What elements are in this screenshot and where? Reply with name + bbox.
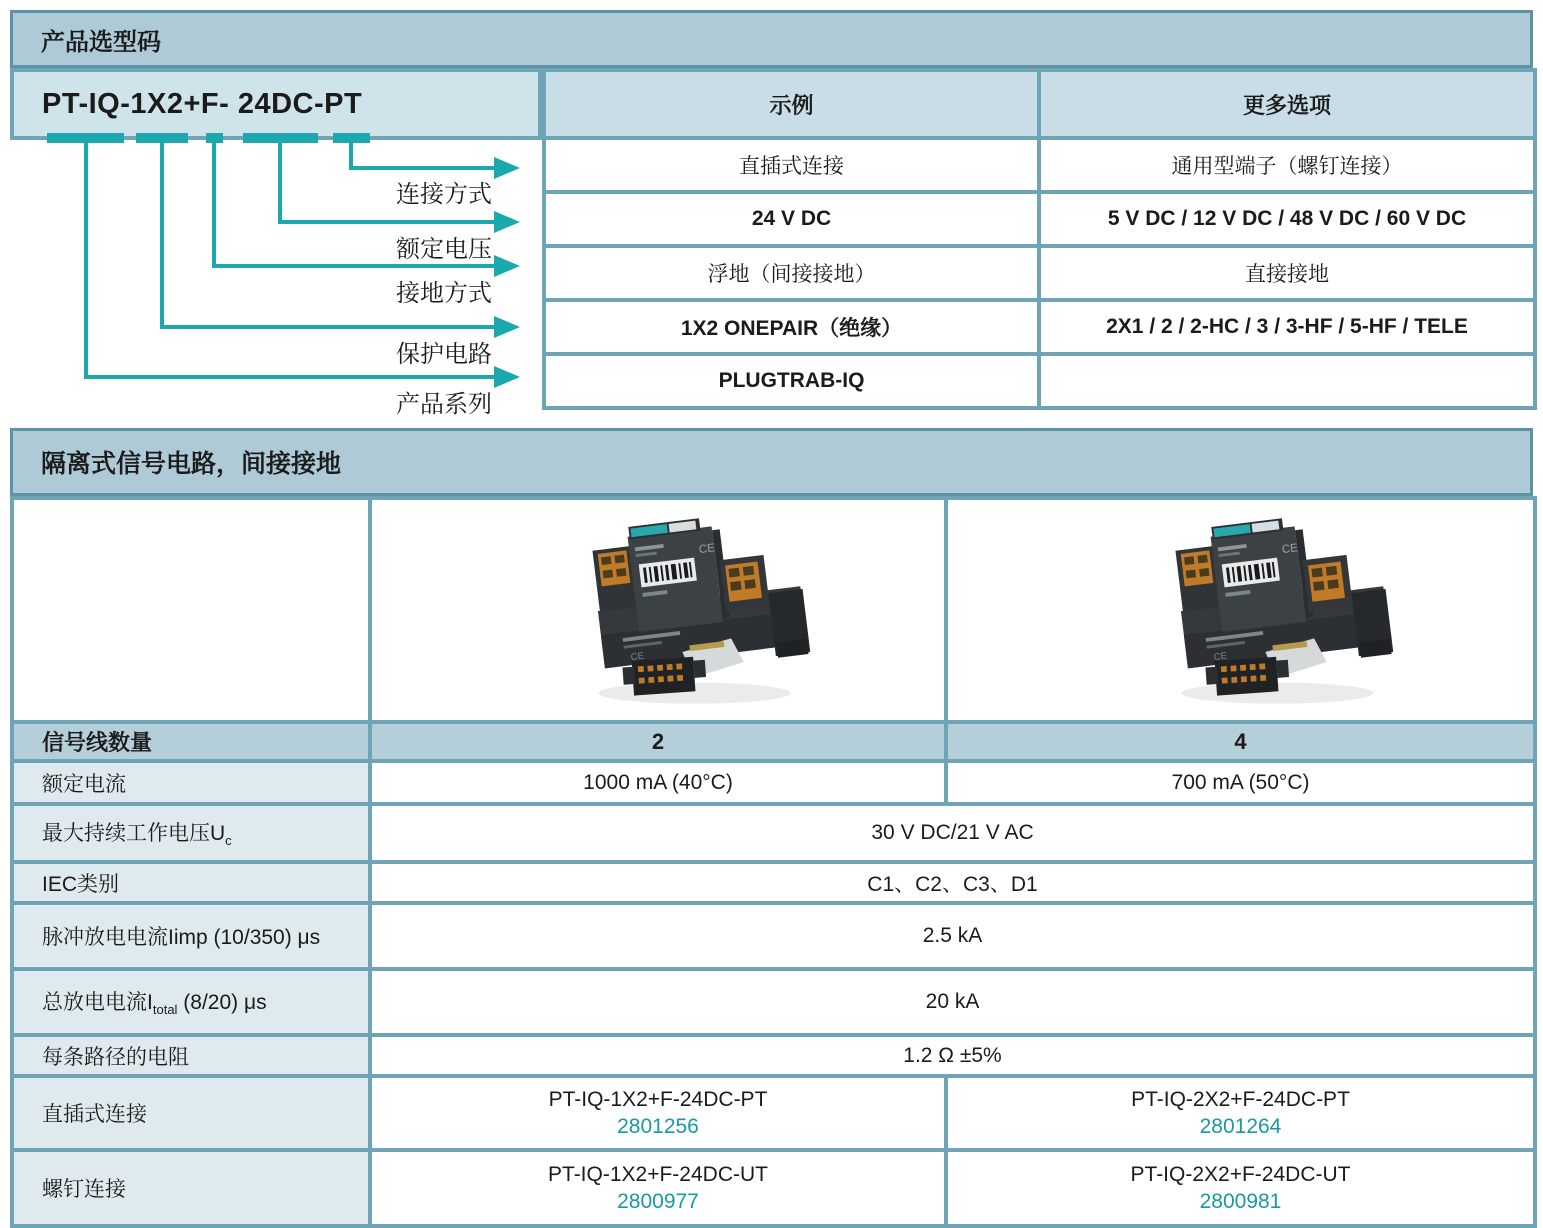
options-connection: 通用型端子（螺钉连接） [1039,138,1535,192]
screw-part-col1 [370,1150,946,1226]
diagram-label-grounding: 接地方式 [396,280,492,307]
max-voltage-row [12,804,1535,862]
options-series [1039,354,1535,408]
screw-part-col2 [946,1150,1535,1226]
diagram-label-protection: 保护电路 [396,341,492,368]
arrow-line-series [84,375,496,379]
diagram-label-voltage: 额定电压 [396,236,492,263]
rated-current-col1: 1000 mA (40°C) [370,761,946,804]
arrow-head-protection [494,316,520,338]
example-grounding: 浮地（间接接地） [544,246,1039,300]
arrow-head-grounding [494,255,520,277]
resistance-row [12,1035,1535,1076]
column-header-example: 示例 [544,70,1039,138]
row-label-iimp: 脉冲放电电流Iimp (10/350) μs [12,903,370,969]
impulse-current-row [12,903,1535,969]
selection-section-title: 产品选型码 [41,28,161,56]
product-photo-cell-1 [370,498,946,722]
row-label-rated-current: 额定电流 [12,761,370,804]
example-protection: 1X2 ONEPAIR（绝缘） [544,300,1039,354]
part-number: 2800981 [1199,1190,1282,1213]
options-voltage: 5 V DC / 12 V DC / 48 V DC / 60 V DC [1039,192,1535,246]
screw-connection-row [12,1150,1535,1226]
plug-connection-row [12,1076,1535,1150]
order-code-box [10,68,542,140]
example-voltage: 24 V DC [544,192,1039,246]
example-connection: 直插式连接 [544,138,1039,192]
signal-lines-col2: 4 [946,722,1535,761]
order-code-text: PT-IQ-1X2+F- 24DC-PT [42,87,363,120]
part-code: PT-IQ-1X2+F-24DC-PT [548,1087,768,1111]
row-label-max-voltage: 最大持续工作电压$U_c$ [12,804,370,862]
pointer-line-grounding [212,140,216,268]
arrow-head-series [494,366,520,388]
row-label-iec: IEC类别 [12,862,370,903]
empty-cell [12,498,370,722]
rated-current-col2: 700 mA (50°C) [946,761,1535,804]
signal-lines-col1: 2 [370,722,946,761]
example-series: PLUGTRAB-IQ [544,354,1039,408]
selection-code-section [10,10,1533,420]
pointer-line-voltage [278,140,282,224]
diagram-label-connection: 连接方式 [396,181,492,208]
arrow-line-grounding [212,264,496,268]
product-image-row [12,498,1535,722]
row-label-screw: 螺钉连接 [12,1150,370,1226]
resistance-value: 1.2 Ω ±5% [370,1035,1535,1076]
product-photo-1 [581,505,831,710]
part-number: 2800977 [617,1190,699,1213]
part-code: PT-IQ-2X2+F-24DC-UT [1130,1162,1351,1186]
row-label-plug: 直插式连接 [12,1076,370,1150]
product-photo-2 [1164,505,1414,710]
diagram-label-series: 产品系列 [396,391,492,418]
arrow-line-voltage [278,220,496,224]
arrow-line-protection [160,325,496,329]
products-section-title: 隔离式信号电路，间接接地 [41,450,342,478]
options-protection: 2X1 / 2 / 2-HC / 3 / 3-HF / 5-HF / TELE [1039,300,1535,354]
row-label-itotal: 总放电电流$I_{total}$ (8/20) μs [12,969,370,1035]
arrow-head-voltage [494,211,520,233]
itotal-value: 20 kA [370,969,1535,1035]
product-photo-cell-2 [946,498,1535,722]
arrow-line-connection [349,166,496,170]
pointer-line-protection [160,140,164,329]
plug-part-col2 [946,1076,1535,1150]
pointer-line-series [84,140,88,379]
signal-lines-row [12,722,1535,761]
column-header-more-options: 更多选项 [1039,70,1535,138]
iec-value: C1、C2、C3、D1 [370,862,1535,903]
row-label-signal-lines: 信号线数量 [12,722,370,761]
row-label-resistance: 每条路径的电阻 [12,1035,370,1076]
rated-current-row [12,761,1535,804]
iec-category-row [12,862,1535,903]
product-spec-table [10,496,1537,1228]
part-code: PT-IQ-1X2+F-24DC-UT [548,1162,768,1186]
products-section-header [10,428,1533,496]
max-voltage-value: 30 V DC/21 V AC [370,804,1535,862]
part-code: PT-IQ-2X2+F-24DC-PT [1131,1087,1350,1111]
arrow-head-connection [494,157,520,179]
selection-section-header [10,10,1533,68]
part-number: 2801256 [617,1115,699,1138]
plug-part-col1 [370,1076,946,1150]
selection-options-table [542,68,1537,410]
iimp-value: 2.5 kA [370,903,1535,969]
options-grounding: 直接接地 [1039,246,1535,300]
total-discharge-row [12,969,1535,1035]
part-number: 2801264 [1199,1115,1282,1138]
